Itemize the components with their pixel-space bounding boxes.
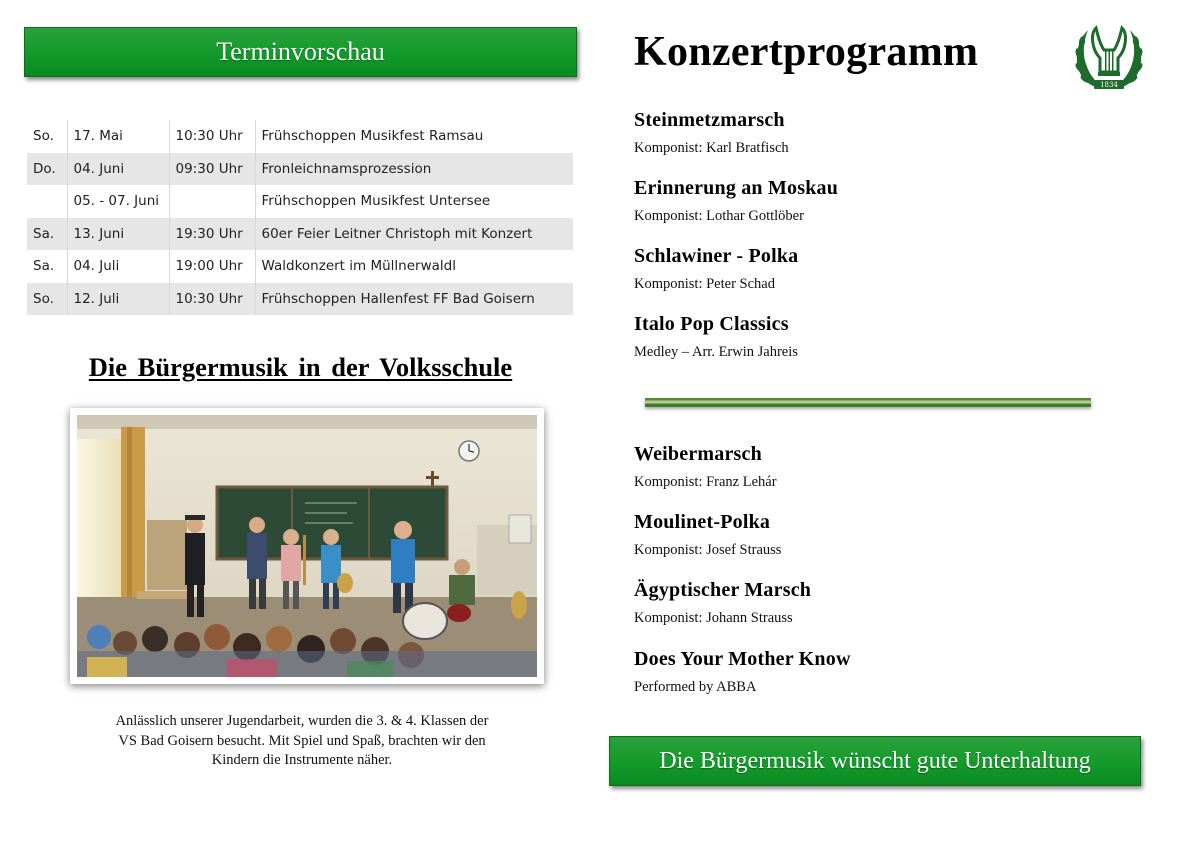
photo-caption bbox=[80, 712, 524, 771]
table-row bbox=[27, 283, 573, 316]
schedule-day: So. bbox=[33, 128, 54, 145]
piece-title: Italo Pop Classics bbox=[634, 313, 789, 335]
piece-title: Weibermarsch bbox=[634, 443, 762, 465]
schedule-day bbox=[27, 185, 67, 218]
schedule-time: 19:30 Uhr bbox=[169, 218, 255, 251]
program-piece bbox=[634, 108, 789, 157]
schedule-day: Do. bbox=[27, 153, 67, 186]
terminvorschau-banner bbox=[24, 27, 577, 77]
piece-composer: Komponist: Franz Lehár bbox=[634, 474, 777, 490]
table-row bbox=[27, 218, 573, 251]
piece-composer: Komponist: Johann Strauss bbox=[634, 610, 793, 626]
classroom-photo-image bbox=[77, 415, 537, 677]
program-piece bbox=[634, 510, 781, 559]
table-row bbox=[27, 250, 573, 283]
schedule-time: 10:30 Uhr bbox=[169, 120, 255, 153]
schedule-time: 19:00 Uhr bbox=[169, 250, 255, 283]
terminvorschau-title: Terminvorschau bbox=[216, 37, 385, 66]
lyre-logo bbox=[1070, 20, 1148, 94]
caption-line: Anlässlich unserer Jugendarbeit, wurden die 3. & 4. Klassen der bbox=[115, 713, 489, 729]
schedule-date: 04. Juni bbox=[67, 153, 169, 186]
program-piece bbox=[634, 647, 851, 696]
program-piece bbox=[634, 244, 798, 293]
schedule-date: 13. Juni bbox=[67, 218, 169, 251]
caption-line: VS Bad Goisern besucht. Mit Spiel und Spaß, brachten wir den bbox=[118, 732, 486, 749]
schedule-event: Frühschoppen Musikfest Ramsau bbox=[255, 120, 573, 153]
schedule-event: Waldkonzert im Müllnerwaldl bbox=[255, 250, 573, 283]
lyre-wreath-icon bbox=[1070, 20, 1148, 94]
piece-title: Schlawiner - Polka bbox=[634, 245, 799, 267]
program-piece bbox=[634, 442, 777, 491]
schedule-event: Fronleichnamsprozession bbox=[255, 153, 573, 186]
piece-title: Erinnerung an Moskau bbox=[634, 177, 839, 199]
piece-composer: Komponist: Lothar Gottlöber bbox=[634, 208, 804, 224]
volksschule-heading: Die Bürgermusik in der Volksschule bbox=[88, 352, 513, 382]
table-row bbox=[27, 120, 573, 153]
program-piece bbox=[634, 578, 811, 627]
schedule-event: 60er Feier Leitner Christoph mit Konzert bbox=[255, 218, 573, 251]
schedule-date: 05. - 07. Juni bbox=[67, 185, 169, 218]
piece-composer: Komponist: Peter Schad bbox=[634, 276, 775, 292]
piece-title: Steinmetzmarsch bbox=[634, 109, 785, 131]
schedule-time: 10:30 Uhr bbox=[169, 283, 255, 316]
piece-title: Ägyptischer Marsch bbox=[634, 579, 812, 601]
program-piece bbox=[634, 312, 798, 361]
schedule-date: 17. Mai bbox=[67, 120, 169, 153]
piece-title: Moulinet-Polka bbox=[634, 511, 771, 533]
logo-year: 1834 bbox=[1100, 81, 1118, 89]
schedule-date: 04. Juli bbox=[67, 250, 169, 283]
piece-title: Does Your Mother Know bbox=[634, 648, 851, 670]
schedule-table bbox=[27, 120, 573, 315]
piece-composer: Medley – Arr. Erwin Jahreis bbox=[634, 344, 798, 360]
schedule-day: So. bbox=[27, 283, 67, 316]
closing-banner bbox=[609, 736, 1141, 786]
schedule-day: Sa. bbox=[33, 258, 55, 275]
table-row bbox=[27, 185, 573, 218]
schedule-time: 09:30 Uhr bbox=[169, 153, 255, 186]
section-divider bbox=[645, 398, 1091, 407]
program-piece bbox=[634, 176, 838, 225]
schedule-event: Frühschoppen Hallenfest FF Bad Goisern bbox=[255, 283, 573, 316]
piece-composer: Komponist: Josef Strauss bbox=[634, 542, 782, 558]
classroom-photo bbox=[70, 408, 544, 684]
schedule-time bbox=[169, 185, 255, 218]
schedule-date: 12. Juli bbox=[67, 283, 169, 316]
closing-banner-text: Die Bürgermusik wünscht gute Unterhaltung bbox=[659, 747, 1091, 774]
piece-composer: Performed by ABBA bbox=[634, 679, 757, 695]
piece-composer: Komponist: Karl Bratfisch bbox=[634, 140, 789, 156]
schedule-event: Frühschoppen Musikfest Untersee bbox=[255, 185, 573, 218]
page-title: Konzertprogramm bbox=[634, 29, 979, 75]
table-row bbox=[27, 153, 573, 186]
caption-line: Kindern die Instrumente näher. bbox=[211, 752, 393, 768]
schedule-day: Sa. bbox=[27, 218, 67, 251]
